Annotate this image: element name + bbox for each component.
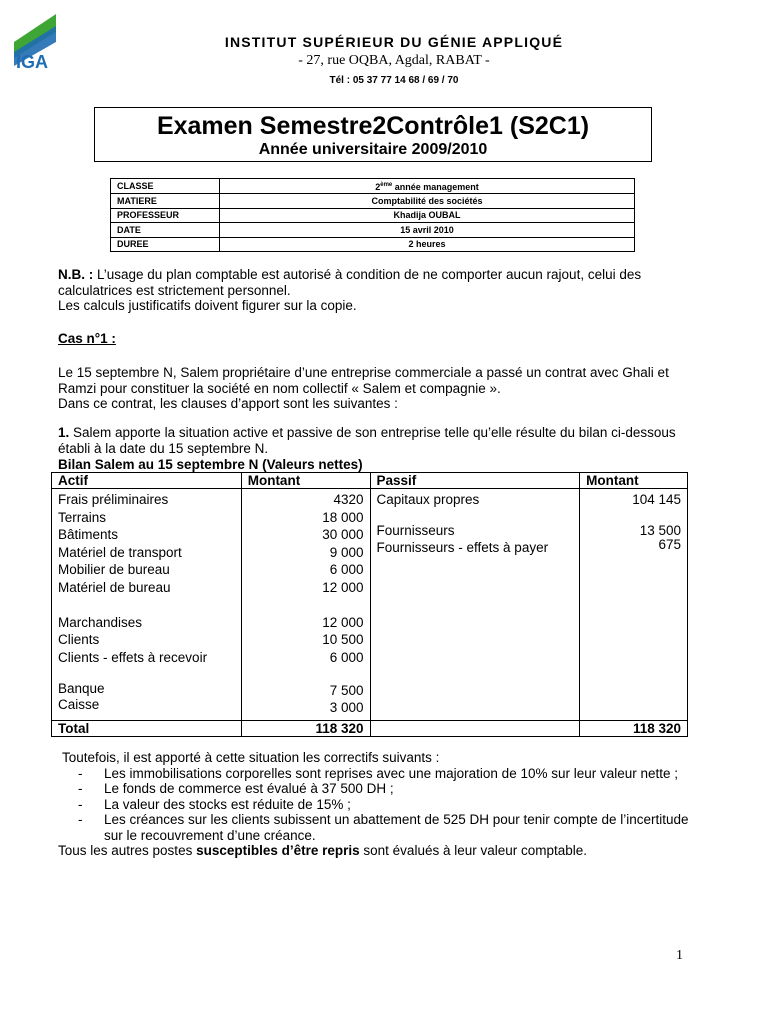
list-item: 12 000 (322, 614, 364, 630)
list-item: Fournisseurs - effets à payer (376, 540, 549, 555)
passif-values (580, 489, 688, 721)
bilan-title: Bilan Salem au 15 septembre N (Valeurs nettes) (58, 457, 363, 472)
list-item: - Les créances sur les clients subissent un abattement de 525 DH pour tenir compte de l’incertitude sur le recouvrement d’une créance. (78, 812, 698, 843)
institute-address: - 27, rue OQBA, Agdal, RABAT - (298, 53, 490, 68)
list-item: Clients - effets à recevoir (58, 649, 208, 665)
corrections-section (58, 750, 698, 859)
list-item: Terrains (58, 509, 107, 525)
table-header-row (52, 473, 688, 489)
actif-values (241, 489, 370, 721)
list-item: Matériel de bureau (58, 579, 171, 595)
info-value (220, 179, 635, 194)
list-item: 675 (658, 537, 681, 552)
point-text: Salem apporte la situation active et passive de son entreprise telle qu’elle résulte du bilan ci-dessous établi à la date du 15 septembre N. (58, 425, 676, 456)
class-number: 2 (375, 182, 381, 192)
list-item: Matériel de transport (58, 544, 182, 560)
case-title: Cas n°1 : (58, 331, 116, 346)
info-row-matiere (111, 194, 635, 209)
table-body-row (52, 489, 688, 721)
info-row-classe (111, 179, 635, 194)
info-row-duree (111, 237, 635, 252)
point-number: 1. (58, 425, 70, 440)
info-label: PROFESSEUR (111, 208, 220, 223)
total-row (52, 721, 688, 737)
list-item: 30 000 (322, 527, 364, 542)
list-item: Mobilier de bureau (58, 562, 170, 577)
list-item: 12 000 (322, 579, 364, 595)
case-intro: Le 15 septembre N, Salem propriétaire d’une entreprise commerciale a passé un contrat avec Ghali et Ramzi pour constituer la société en nom collectif « Salem et compagnie ». (58, 365, 669, 396)
list-item: 10 500 (322, 632, 364, 647)
info-row-professeur (111, 208, 635, 223)
total-passif: 118 320 (580, 721, 688, 737)
info-label: CLASSE (111, 179, 220, 194)
list-item: 104 145 (632, 492, 681, 507)
list-item: 3 000 (329, 700, 364, 715)
header-passif: Passif (370, 473, 580, 489)
list-item: Bâtiments (58, 527, 119, 542)
header-montant-actif: Montant (241, 473, 370, 489)
total-passif-label (370, 721, 580, 737)
list-item: 9 000 (329, 544, 364, 560)
info-value: Comptabilité des sociétés (220, 194, 635, 209)
info-label: DUREE (111, 237, 220, 252)
list-item: Marchandises (58, 614, 143, 630)
list-item: Fournisseurs (376, 522, 455, 538)
header-actif: Actif (52, 473, 242, 489)
class-value: année management (392, 182, 479, 192)
nb-text: L’usage du plan comptable est autorisé à condition de ne comporter aucun rajout, celui des calculatrices est strictement personnel. (58, 267, 642, 298)
nb-calc-text: Les calculs justificatifs doivent figurer sur la copie. (58, 298, 357, 313)
passif-labels (370, 489, 580, 721)
point-1 (58, 425, 688, 456)
academic-year: Année universitaire 2009/2010 (258, 141, 488, 158)
info-label: MATIERE (111, 194, 220, 209)
list-item: 13 500 (639, 522, 681, 538)
nb-label: N.B. : (58, 267, 94, 282)
corrections-final (58, 843, 698, 859)
institute-phone: Tél : 05 37 77 14 68 / 69 / 70 (329, 75, 459, 86)
list-item: 6 000 (329, 649, 364, 665)
info-label: DATE (111, 223, 220, 238)
nb-paragraph (58, 267, 688, 298)
list-item: 7 500 (329, 683, 364, 698)
list-item: 18 000 (322, 509, 364, 525)
list-item: - La valeur des stocks est réduite de 15% ; (78, 797, 698, 813)
list-item: Frais préliminaires (58, 492, 169, 507)
list-item: Caisse (58, 697, 100, 712)
list-item: - Le fonds de commerce est évalué à 37 500 DH ; (78, 781, 698, 797)
corrections-list (78, 766, 698, 844)
class-superscript: ème (380, 182, 393, 188)
info-value: 2 heures (220, 237, 635, 252)
final-text-bold: susceptibles d’être repris (196, 843, 360, 858)
total-label: Total (52, 721, 242, 737)
page-number: 1 (676, 948, 683, 963)
actif-labels (52, 489, 242, 721)
info-value: 15 avril 2010 (220, 223, 635, 238)
list-item: Capitaux propres (376, 492, 480, 507)
case-clauses: Dans ce contrat, les clauses d’apport sont les suivantes : (58, 396, 398, 411)
balance-sheet-table (51, 472, 688, 737)
corrections-intro: Toutefois, il est apporté à cette situation les correctifs suivants : (62, 750, 440, 765)
list-item: 6 000 (329, 562, 364, 577)
info-row-date (111, 223, 635, 238)
svg-text:IGA: IGA (16, 52, 49, 70)
list-item: Clients (58, 632, 100, 647)
total-actif: 118 320 (241, 721, 370, 737)
list-item: 4320 (333, 492, 364, 507)
exam-title: Examen Semestre2Contrôle1 (S2C1) (156, 112, 590, 140)
list-item: Banque (58, 681, 105, 696)
institute-name: INSTITUT SUPÉRIEUR DU GÉNIE APPLIQUÉ (224, 34, 564, 50)
header-montant-passif: Montant (580, 473, 688, 489)
exam-info-table (110, 178, 635, 252)
info-value: Khadija OUBAL (220, 208, 635, 223)
final-text-start: Tous les autres postes (58, 843, 197, 858)
list-item: - Les immobilisations corporelles sont reprises avec une majoration de 10% sur leur valeur nette ; (78, 766, 698, 782)
final-text-end: sont évalués à leur valeur comptable. (359, 843, 588, 858)
exam-title-box (94, 107, 652, 162)
